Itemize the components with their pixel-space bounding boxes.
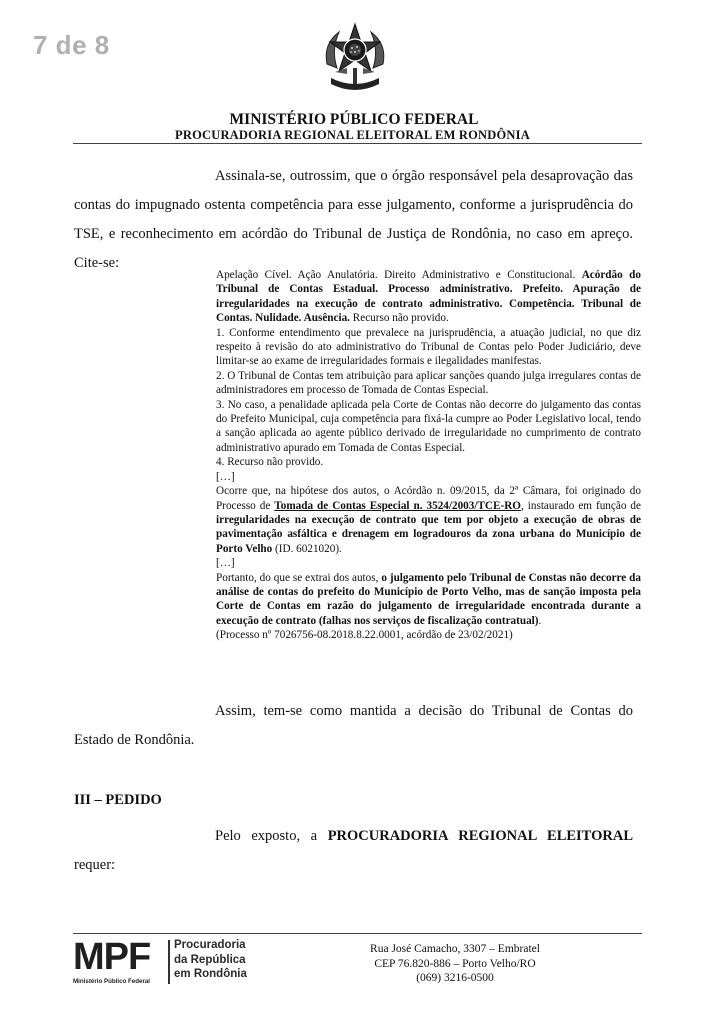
quote-ementa: Apelação Cível. Ação Anulatória. Direito Administrativo e Constitucional. Acórdão do Tribunal de Contas Estadual. Processo administrativo. Prefeito. Apuração de irregularidades na execução de contrato administrativo. Competência. Tribunal de Contas. Nulidade. Ausência. Recurso não provido. — [216, 269, 641, 325]
footer-org-name: Procuradoria da República em Rondônia — [174, 939, 247, 980]
body-paragraph-3: Pelo exposto, a PROCURADORIA REGIONAL ELEITORAL requer: — [74, 828, 633, 873]
header-subtitle: PROCURADORIA REGIONAL ELEITORAL EM RONDÔNIA — [175, 128, 530, 142]
quote-item-4: 4. Recurso não provido. — [216, 456, 324, 469]
quote-item-3: 3. No caso, a penalidade aplicada pela Corte de Contas não decorre do julgamento das contas do Prefeito Municipal, cuja competência para fixá-la cumpre ao Poder Legislativo local, tendo a sanção aplicada ao agente público derivado de irregularidade no cumprimento de contrato administrativo apurado em Tomada de Contas Especial. — [216, 398, 641, 454]
page-counter: 7 de 8 — [33, 30, 110, 60]
header-divider — [73, 143, 642, 144]
body-paragraph-2: Assim, tem-se como mantida a decisão do Tribunal de Contas do Estado de Rondônia. — [74, 703, 633, 748]
quote-item-1: 1. Conforme entendimento que prevalece na jurisprudência, a atuação judicial, no que diz respeito à revisão do ato administrativo do Tribunal de Contas pelo Poder Judiciário, deve limitar-se ao exame de irregularidades formais e ilegalidades manifestas. — [216, 326, 641, 368]
case-quotation — [216, 268, 641, 643]
mpf-logo — [73, 938, 165, 988]
logo-divider — [168, 940, 170, 984]
quote-ellipsis-1: […] — [216, 470, 235, 483]
section-heading: III – PEDIDO — [74, 792, 162, 808]
header-title: MINISTÉRIO PÚBLICO FEDERAL — [229, 111, 479, 128]
brazil-coat-of-arms-icon — [317, 20, 393, 100]
mpf-logo-letters: MPF — [73, 936, 151, 978]
footer-address: Rua José Camacho, 3307 – Embratel CEP 76.820-886 – Porto Velho/RO (069) 3216-0500 — [370, 943, 540, 984]
quote-paragraph-2: Ocorre que, na hipótese dos autos, o Acórdão n. 09/2015, da 2ª Câmara, foi originado do Processo de Tomada de Contas Especial n. 3524/2003/TCE-RO, instaurado em função de irregularidades na execução de contrato que tem por objeto a execução de obras de pavimentação asfáltica e drenagem em logradouros da zona urbana do Município de Porto Velho (ID. 6021020). — [216, 485, 641, 555]
body-paragraph-1: Assinala-se, outrossim, que o órgão responsável pela desaprovação das contas do impugnado ostenta competência para esse julgamento, conforme a jurisprudência do TSE, e reconhecimento em acórdão do Tribunal de Justiça de Rondônia, no caso em apreço. Cite-se: — [74, 168, 633, 271]
quote-paragraph-3: Portanto, do que se extrai dos autos, o julgamento pelo Tribunal de Constas não decorre da análise de contas do prefeito do Município de Porto Velho, mas de sanção imposta pela Corte de Contas em razão do julgamento de irregularidade encontrada durante a execução de contrato (falhas nos serviços de fiscalização contratual). — [216, 571, 641, 627]
quote-citation: (Processo nº 7026756-08.2018.8.22.0001, acórdão de 23/02/2021) — [216, 629, 513, 642]
footer-divider — [73, 933, 642, 934]
mpf-logo-caption: Ministério Público Federal — [73, 978, 151, 985]
quote-ellipsis-2: […] — [216, 557, 235, 570]
quote-item-2: 2. O Tribunal de Contas tem atribuição para aplicar sanções quando julga irregulares contas de administradores em processo de Tomada de Contas Especial. — [216, 369, 641, 397]
